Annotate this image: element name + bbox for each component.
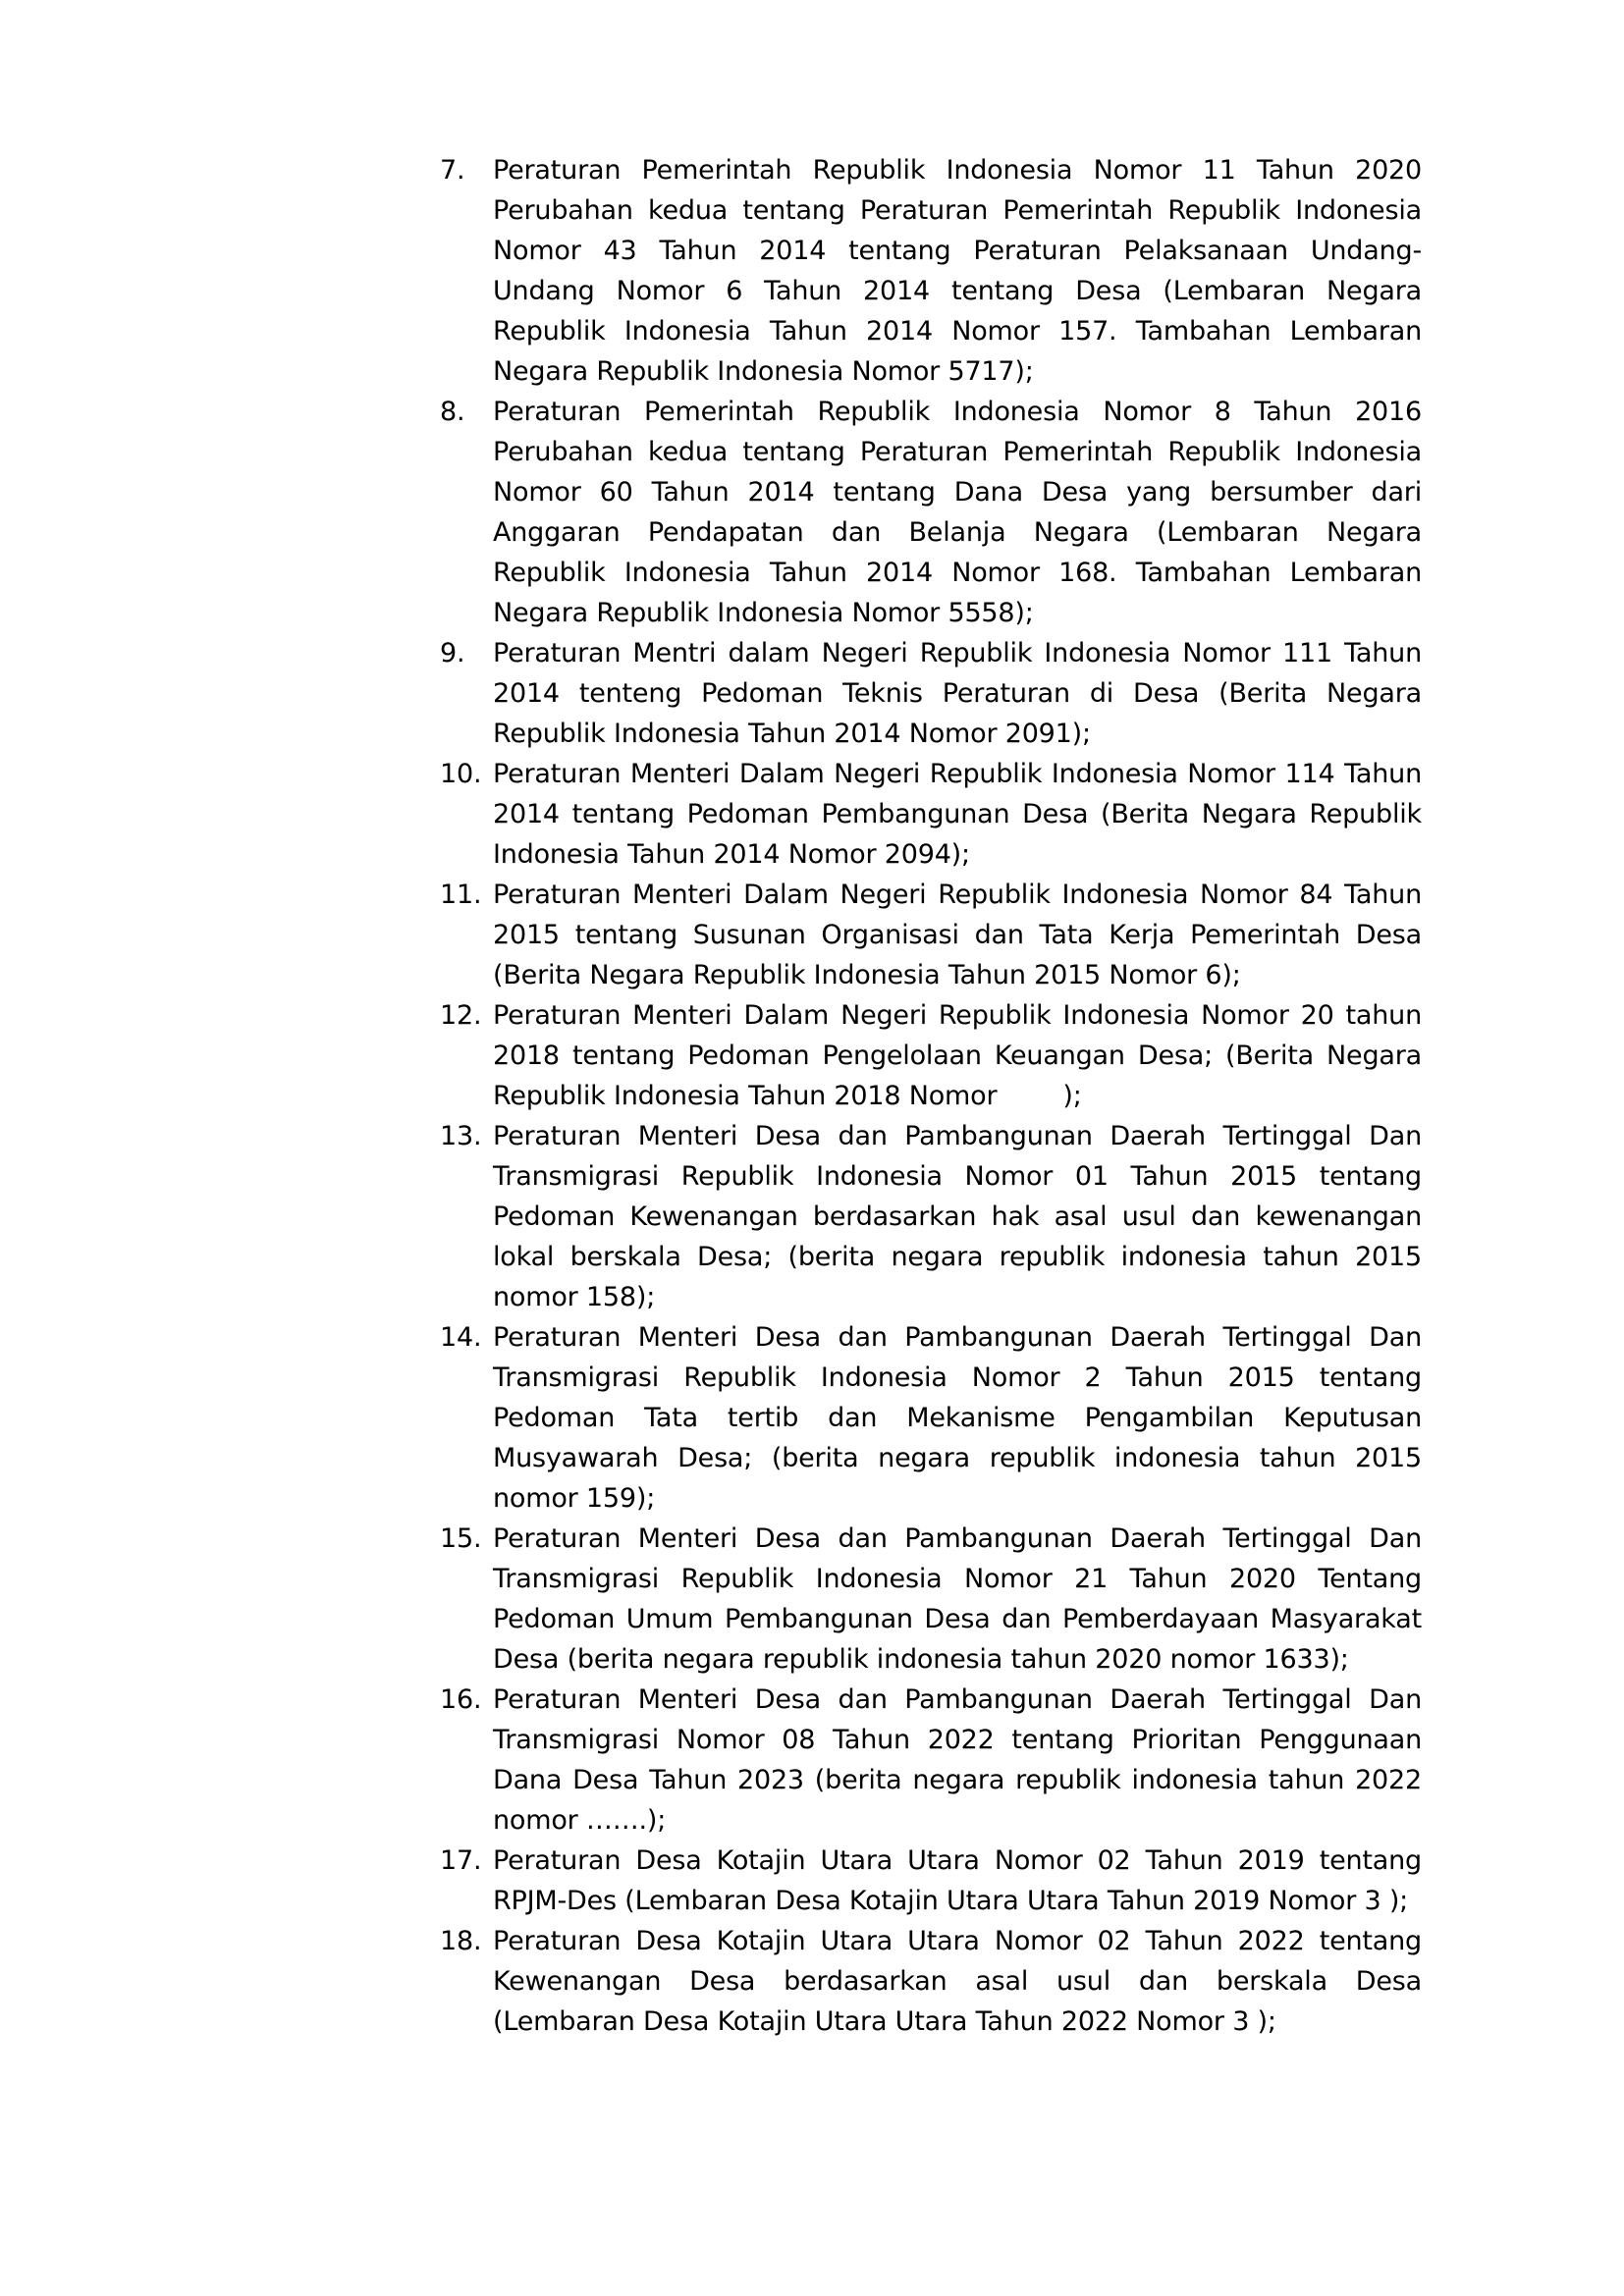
item-text: Peraturan Menteri Dalam Negeri Republik Indonesia Nomor 114 Tahun 2014 tentang Pedoman Pembangunan Desa (Berita Negara Republik Indonesia Tahun 2014 Nomor 2094); [493,759,1422,870]
item-number: 12. [440,1000,482,1031]
item-number: 15. [440,1523,482,1554]
item-number: 8. [440,397,465,427]
item-number: 14. [440,1322,482,1353]
list-item [440,1921,1422,2042]
item-number: 18. [440,1926,482,1956]
list-item [440,1317,1422,1519]
item-number: 13. [440,1121,482,1151]
list-item [440,1116,1422,1317]
list-item [440,150,1422,392]
item-text: Peraturan Menteri Desa dan Pambangunan Daerah Tertinggal Dan Transmigrasi Nomor 08 Tahun 2022 tentang Prioritan Penggunaan Dana Desa Tahun 2023 (berita negara republik indonesia tahun 2022 nomor …….); [493,1684,1422,1836]
item-number: 17. [440,1845,482,1876]
item-text: Peraturan Menteri Dalam Negeri Republik Indonesia Nomor 20 tahun 2018 tentang Pedoman Pengelolaan Keuangan Desa; (Berita Negara Republik Indonesia Tahun 2018 Nomor ); [493,1000,1431,1111]
item-text: Peraturan Desa Kotajin Utara Utara Nomor 02 Tahun 2019 tentang RPJM-Des (Lembaran Desa Kotajin Utara Utara Tahun 2019 Nomor 3 ); [493,1845,1422,1916]
item-text: Peraturan Menteri Dalam Negeri Republik Indonesia Nomor 84 Tahun 2015 tentang Susunan Organisasi dan Tata Kerja Pemerintah Desa (Berita Negara Republik Indonesia Tahun 2015 Nomor 6); [493,880,1422,990]
item-text: Peraturan Pemerintah Republik Indonesia Nomor 11 Tahun 2020 Perubahan kedua tentang Peraturan Pemerintah Republik Indonesia Nomor 43 Tahun 2014 tentang Peraturan Pelaksanaan Undang-Undang Nomor 6 Tahun 2014 tentang Desa (Lembaran Negara Republik Indonesia Tahun 2014 Nomor 157. Tambahan Lembaran Negara Republik Indonesia Nomor 5717); [493,155,1422,387]
item-text: Peraturan Pemerintah Republik Indonesia Nomor 8 Tahun 2016 Perubahan kedua tentang Peraturan Pemerintah Republik Indonesia Nomor 60 Tahun 2014 tentang Dana Desa yang bersumber dari Anggaran Pendapatan dan Belanja Negara (Lembaran Negara Republik Indonesia Tahun 2014 Nomor 168. Tambahan Lembaran Negara Republik Indonesia Nomor 5558); [493,397,1422,628]
item-text: Peraturan Mentri dalam Negeri Republik Indonesia Nomor 111 Tahun 2014 tenteng Pedoman Teknis Peraturan di Desa (Berita Negara Republik Indonesia Tahun 2014 Nomor 2091); [493,638,1422,749]
item-number: 11. [440,880,482,910]
item-number: 16. [440,1684,482,1715]
list-item [440,754,1422,875]
list-item [440,1519,1422,1680]
item-number: 10. [440,759,482,789]
item-text: Peraturan Menteri Desa dan Pambangunan Daerah Tertinggal Dan Transmigrasi Republik Indonesia Nomor 01 Tahun 2015 tentang Pedoman Kewenangan berdasarkan hak asal usul dan kewenangan lokal berskala Desa; (berita negara republik indonesia tahun 2015 nomor 158); [493,1121,1422,1312]
item-text: Peraturan Menteri Desa dan Pambangunan Daerah Tertinggal Dan Transmigrasi Republik Indonesia Nomor 2 Tahun 2015 tentang Pedoman Tata tertib dan Mekanisme Pengambilan Keputusan Musyawarah Desa; (berita negara republik indonesia tahun 2015 nomor 159); [493,1322,1422,1514]
item-text: Peraturan Desa Kotajin Utara Utara Nomor 02 Tahun 2022 tentang Kewenangan Desa berdasarkan asal usul dan berskala Desa (Lembaran Desa Kotajin Utara Utara Tahun 2022 Nomor 3 ); [493,1926,1422,2037]
list-item [440,392,1422,633]
list-item [440,633,1422,754]
list-item [440,875,1422,995]
item-number: 7. [440,155,465,186]
list-item [440,995,1431,1116]
list-item [440,1680,1422,1841]
regulation-list [440,150,1431,2042]
item-number: 9. [440,638,465,668]
item-text: Peraturan Menteri Desa dan Pambangunan Daerah Tertinggal Dan Transmigrasi Republik Indonesia Nomor 21 Tahun 2020 Tentang Pedoman Umum Pembangunan Desa dan Pemberdayaan Masyarakat Desa (berita negara republik indonesia tahun 2020 nomor 1633); [493,1523,1422,1675]
list-item [440,1841,1422,1921]
